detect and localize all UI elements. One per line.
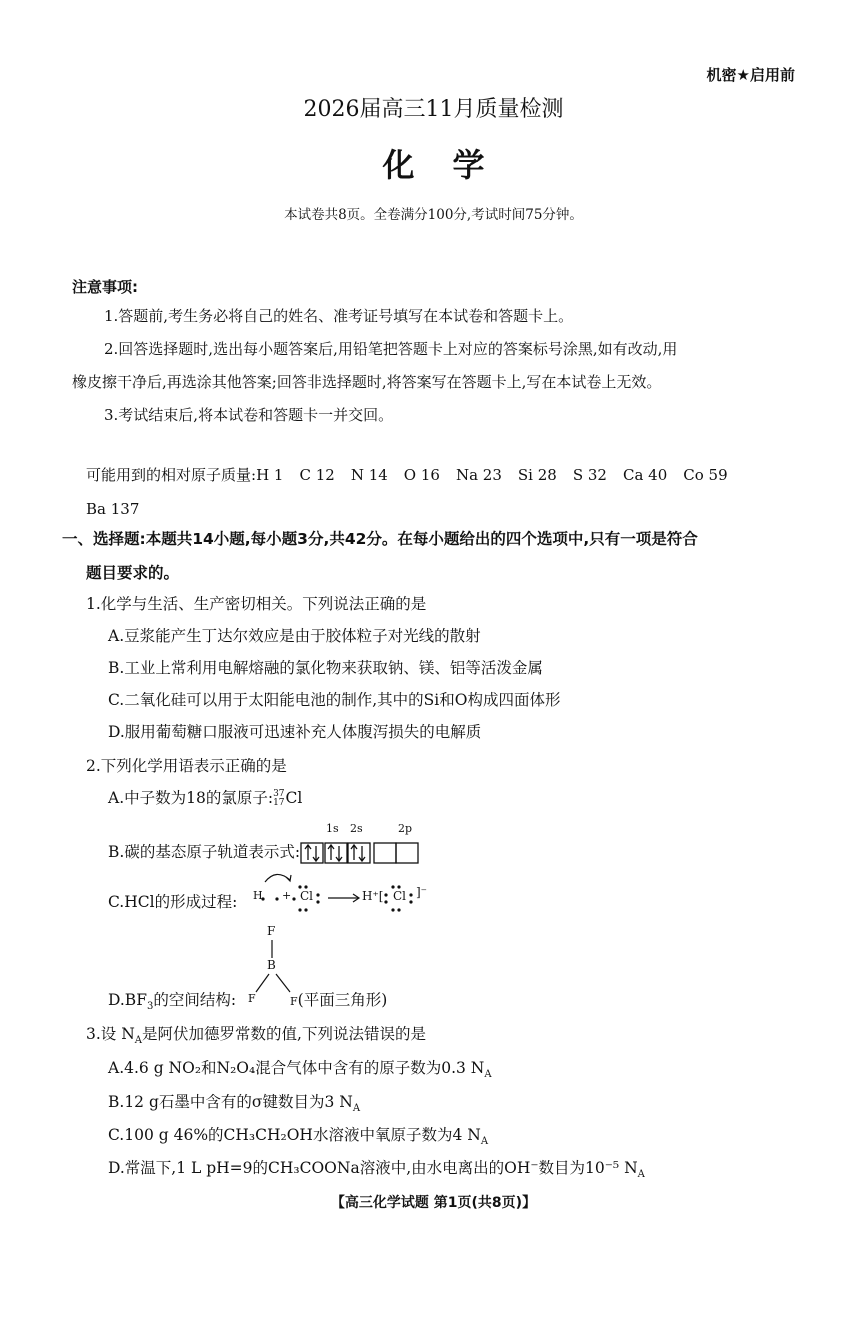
q2-option-b: B.碳的基态原子轨道表示式: xyxy=(108,840,422,864)
bf3-f-top: F xyxy=(267,924,276,938)
confidential-label: 机密★启用前 xyxy=(706,66,795,84)
atomic-masses-label: 可能用到的相对原子质量: xyxy=(86,466,257,484)
q1-option-c: C.二氧化硅可以用于太阳能电池的制作,其中的Si和O构成四面体形 xyxy=(108,691,561,709)
section-heading: 一、选择题:本题共14小题,每小题3分,共42分。在每小题给出的四个选项中,只有一项是符合 题目要求的。 xyxy=(62,530,698,582)
q1-option-a: A.豆浆能产生丁达尔效应是由于胶体粒子对光线的散射 xyxy=(108,627,481,645)
bf3-f-left: F xyxy=(248,992,256,1005)
question-2-stem: 2.下列化学用语表示正确的是 xyxy=(86,757,287,775)
notice-item-3: 3.考试结束后,将本试卷和答题卡一并交回。 xyxy=(104,406,394,424)
page-footer: 【高三化学试题 第1页(共8页)】 xyxy=(330,1195,537,1211)
q2-option-d: $D.BF_3$的空间结构: xyxy=(108,991,237,1013)
hcl-plus: + xyxy=(282,889,292,902)
question-1-stem: 1.化学与生活、生产密切相关。下列说法正确的是 xyxy=(86,595,427,613)
orbital-label-1s: 1s xyxy=(326,822,339,835)
hcl-formation-diagram xyxy=(248,868,438,918)
atomic-masses: 可能用到的相对原子质量:H 1 C 12 N 14 O 16 Na 23 Si 28 S 32 Ca 40 Co 59 Ba 137 xyxy=(86,466,728,518)
orbital-label-2p: 2p xyxy=(398,822,413,835)
q3-option-c: C.100 g 46%的CH₃CH₂OH水溶液中氧原子数为4 $N_A$ xyxy=(108,1126,489,1148)
bf3-f-right: F(平面三角形) xyxy=(290,991,388,1009)
q3-option-a: A.4.6 g NO₂和N₂O₄混合气体中含有的原子数为0.3 $N_A$ xyxy=(108,1059,492,1081)
q2-option-c: C.HCl的形成过程: xyxy=(108,893,238,911)
orbital-diagram xyxy=(300,842,422,864)
bf3-b-atom: B xyxy=(267,958,276,972)
hcl-h-atom: H xyxy=(253,889,263,902)
hcl-product-h: H⁺[ xyxy=(362,889,384,903)
orbital-label-2s: 2s xyxy=(350,822,363,835)
hcl-cl-atom: Cl xyxy=(300,889,314,903)
question-3-stem: 3.设 $N_A$是阿伏加德罗常数的值,下列说法错误的是 xyxy=(86,1025,426,1047)
q1-option-d: D.服用葡萄糖口服液可迅速补充人体腹泻损失的电解质 xyxy=(108,723,482,741)
isotope-numbers: 37 17 xyxy=(273,789,285,808)
hcl-product-close: ]⁻ xyxy=(416,885,428,899)
notice-item-2: 2.回答选择题时,选出每小题答案后,用铅笔把答题卡上对应的答案标号涂黑,如有改动,用 橡皮擦干净后,再选涂其他答案;回答非选择题时,将答案写在答题卡上,写在本试卷上无效。 xyxy=(72,340,678,391)
notice-title: 注意事项: xyxy=(72,278,138,296)
hcl-product-cl: Cl xyxy=(393,889,407,903)
q3-option-d: D.常温下,1 L pH=9的CH₃COONa溶液中,由水电离出的OH⁻数目为10⁻⁵ $N_A$ xyxy=(108,1159,645,1181)
exam-info: 本试卷共8页。全卷满分100分,考试时间75分钟。 xyxy=(284,207,583,223)
q2-option-a: A.中子数为18的氯原子:37 17Cl xyxy=(108,789,303,808)
subject-title: 化学 xyxy=(382,146,523,184)
notice-item-1: 1.答题前,考生务必将自己的姓名、准考证号填写在本试卷和答题卡上。 xyxy=(104,307,574,325)
q3-option-b: B.12 g石墨中含有的σ键数目为3 $N_A$ xyxy=(108,1093,361,1115)
exam-title: 2026届高三11月质量检测 xyxy=(303,97,564,122)
q1-option-b: B.工业上常利用电解熔融的氯化物来获取钠、镁、铝等活泼金属 xyxy=(108,659,543,677)
